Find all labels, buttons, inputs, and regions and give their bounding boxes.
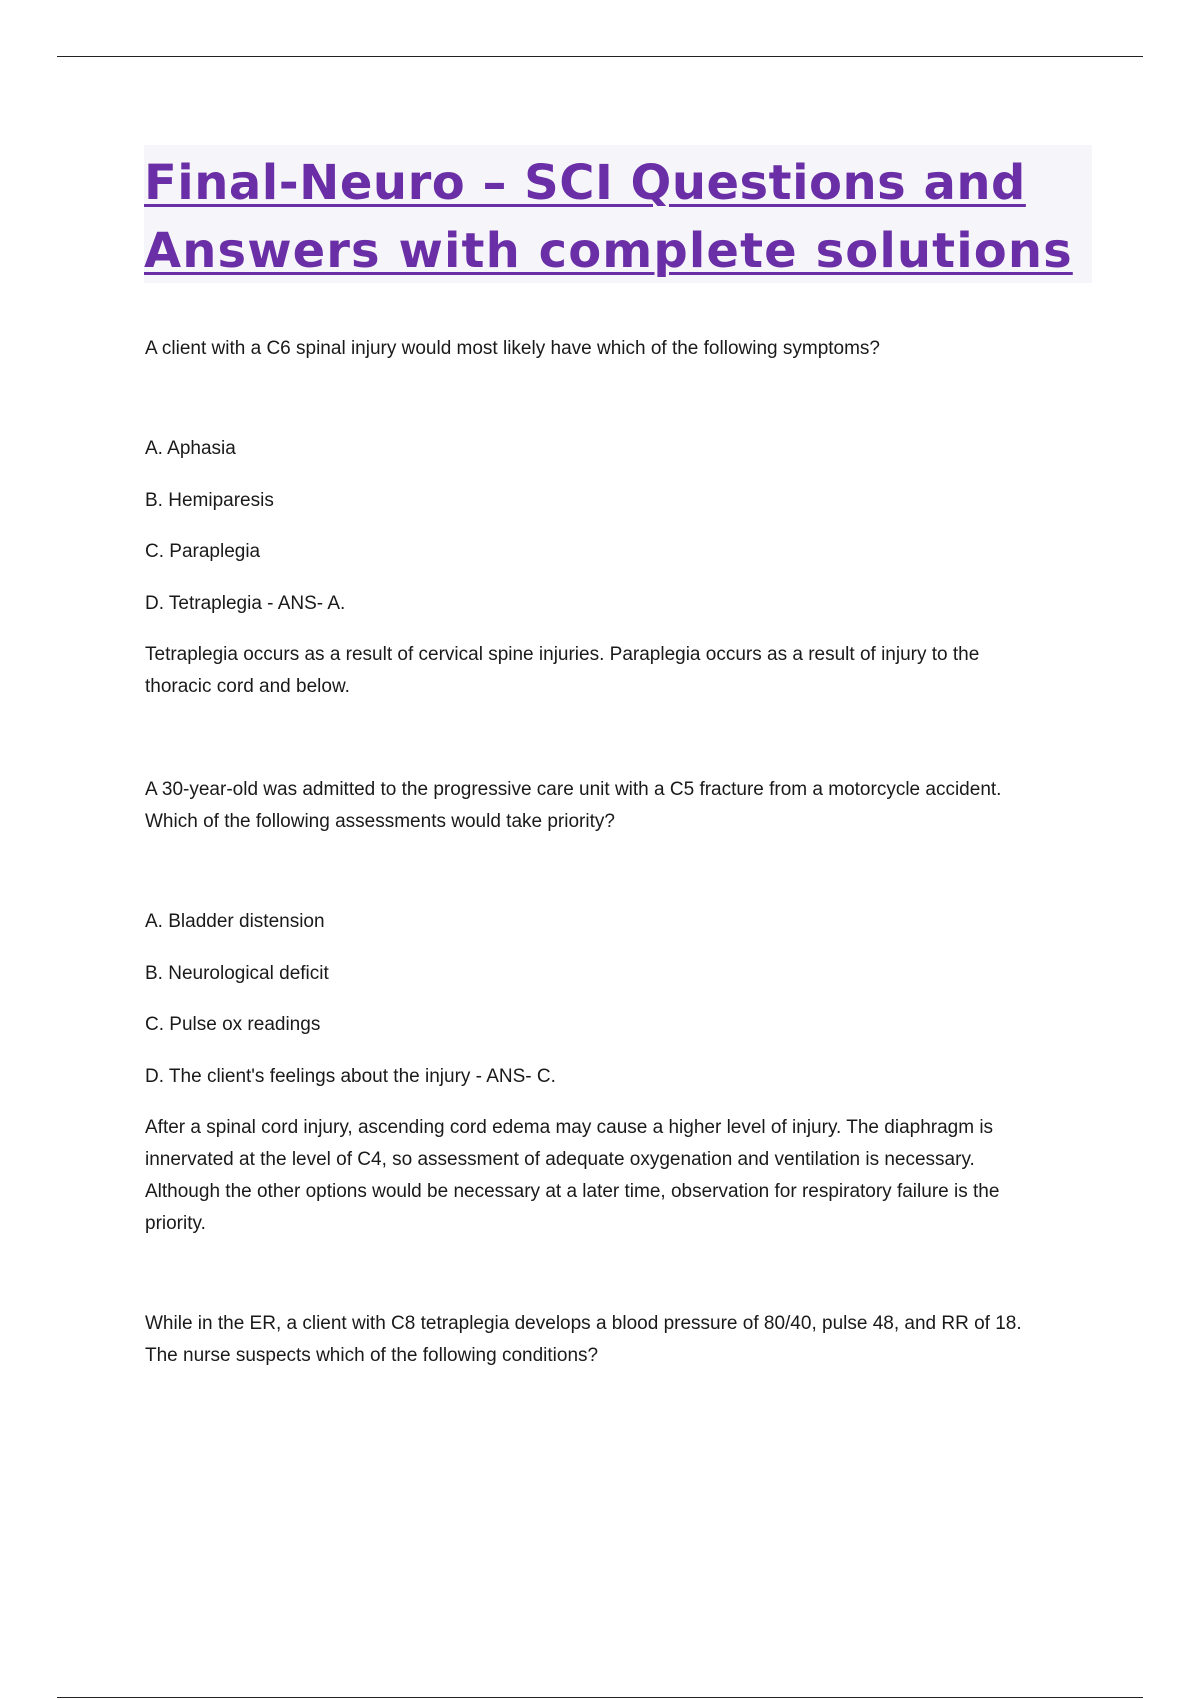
question-3-line: The nurse suspects which of the following conditions?	[145, 1345, 599, 1366]
question-1-option-b: B. Hemiparesis	[145, 489, 274, 511]
question-2-option-b: B. Neurological deficit	[145, 962, 329, 984]
question-1-option-a: A. Aphasia	[145, 438, 236, 459]
question-1-line: A client with a C6 spinal injury would most likely have which of the following symptoms?	[145, 338, 880, 359]
question-2-option-a: A. Bladder distension	[145, 911, 325, 932]
header-rule	[57, 56, 1143, 57]
question-1-text	[145, 333, 1095, 365]
question-3-line: While in the ER, a client with C8 tetraplegia develops a blood pressure of 80/40, pulse 48, and RR of 18.	[145, 1313, 1022, 1334]
title-line-2: Answers with complete solutions	[144, 223, 1073, 279]
question-2-line: Which of the following assessments would take priority?	[145, 811, 615, 832]
document-title	[144, 145, 1092, 283]
question-3-text	[145, 1308, 1095, 1372]
question-2-line: A 30-year-old was admitted to the progressive care unit with a C5 fracture from a motorcycle accident.	[145, 779, 1002, 800]
question-1-option-c: C. Paraplegia	[145, 541, 261, 562]
question-2-text	[145, 774, 1095, 838]
explanation-line: Although the other options would be necessary at a later time, observation for respiratory failure is the	[145, 1181, 1000, 1202]
question-2-option-d: D. The client's feelings about the injury - ANS- C.	[145, 1065, 556, 1087]
title-line-1: Final-Neuro – SCI Questions and	[144, 155, 1026, 211]
explanation-line: thoracic cord and below.	[145, 676, 350, 697]
explanation-line: priority.	[145, 1213, 206, 1234]
question-2-option-c: C. Pulse ox readings	[145, 1014, 321, 1035]
question-1-options	[145, 433, 1095, 639]
question-1-option-d: D. Tetraplegia - ANS- A.	[145, 592, 346, 614]
explanation-line: Tetraplegia occurs as a result of cervical spine injuries. Paraplegia occurs as a result of injury to the	[145, 644, 980, 665]
question-1-explanation	[145, 639, 1095, 703]
question-2-options	[145, 906, 1095, 1112]
question-2-explanation	[145, 1112, 1095, 1240]
explanation-line: After a spinal cord injury, ascending cord edema may cause a higher level of injury. The diaphragm is	[145, 1117, 994, 1138]
footer-rule	[57, 1697, 1143, 1698]
explanation-line: innervated at the level of C4, so assessment of adequate oxygenation and ventilation is necessary.	[145, 1149, 975, 1170]
